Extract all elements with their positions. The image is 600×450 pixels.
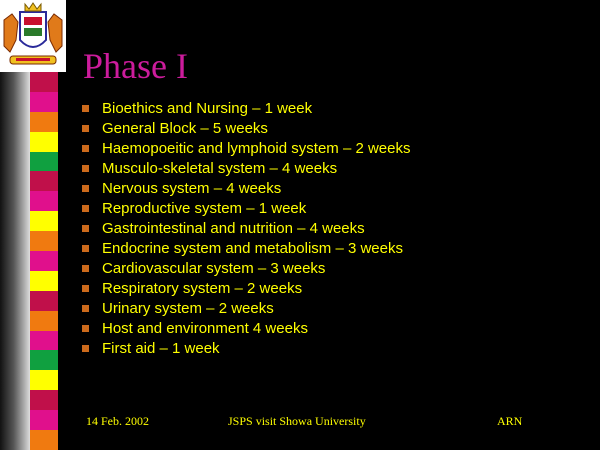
stripe-segment	[30, 350, 58, 370]
square-bullet-icon	[82, 325, 89, 332]
stripe-segment	[30, 72, 58, 92]
list-item	[80, 119, 410, 139]
square-bullet-icon	[82, 345, 89, 352]
list-item	[80, 279, 410, 299]
square-bullet-icon	[82, 105, 89, 112]
square-bullet-icon	[82, 305, 89, 312]
stripe-segment	[30, 410, 58, 430]
list-item	[80, 219, 410, 239]
list-item-text: Cardiovascular system – 3 weeks	[102, 260, 326, 277]
decorative-gradient-bar	[0, 72, 30, 450]
stripe-segment	[30, 152, 58, 172]
square-bullet-icon	[82, 125, 89, 132]
list-item	[80, 179, 410, 199]
list-item	[80, 339, 410, 359]
stripe-segment	[30, 211, 58, 231]
stripe-segment	[30, 390, 58, 410]
list-item	[80, 239, 410, 259]
list-item	[80, 259, 410, 279]
list-item-text: Host and environment 4 weeks	[102, 320, 308, 337]
footer-author: ARN	[497, 414, 523, 428]
stripe-segment	[30, 231, 58, 251]
square-bullet-icon	[82, 225, 89, 232]
stripe-segment	[30, 370, 58, 390]
square-bullet-icon	[82, 145, 89, 152]
list-item-text: Gastrointestinal and nutrition – 4 weeks	[102, 220, 365, 237]
stripe-segment	[30, 251, 58, 271]
list-item-text: Respiratory system – 2 weeks	[102, 280, 303, 297]
stripe-segment	[30, 171, 58, 191]
stripe-segment	[30, 132, 58, 152]
list-item-text: Musculo-skeletal system – 4 weeks	[102, 160, 338, 177]
list-item-text: Endocrine system and metabolism – 3 weeks	[102, 240, 403, 257]
footer-title: JSPS visit Showa University	[228, 414, 366, 428]
square-bullet-icon	[82, 285, 89, 292]
stripe-segment	[30, 271, 58, 291]
square-bullet-icon	[82, 205, 89, 212]
square-bullet-icon	[82, 165, 89, 172]
list-item-text: Reproductive system – 1 week	[102, 200, 307, 217]
decorative-color-stripe	[30, 72, 58, 450]
stripe-segment	[30, 331, 58, 351]
list-item	[80, 299, 410, 319]
stripe-segment	[30, 430, 58, 450]
list-item	[80, 99, 410, 119]
stripe-segment	[30, 311, 58, 331]
list-item-text: Nervous system – 4 weeks	[102, 180, 282, 197]
list-item-text: General Block – 5 weeks	[102, 120, 268, 137]
list-item-text: Urinary system – 2 weeks	[102, 300, 274, 317]
list-item-text: First aid – 1 week	[102, 340, 220, 357]
university-crest-icon	[0, 0, 66, 72]
footer-date: 14 Feb. 2002	[86, 414, 149, 428]
list-item	[80, 199, 410, 219]
list-item	[80, 159, 410, 179]
square-bullet-icon	[82, 185, 89, 192]
list-item-text: Bioethics and Nursing – 1 week	[102, 100, 313, 117]
stripe-segment	[30, 92, 58, 112]
square-bullet-icon	[82, 265, 89, 272]
list-item	[80, 319, 410, 339]
list-item-text: Haemopoeitic and lymphoid system – 2 weeks	[102, 140, 411, 157]
square-bullet-icon	[82, 245, 89, 252]
stripe-segment	[30, 191, 58, 211]
stripe-segment	[30, 291, 58, 311]
stripe-segment	[30, 112, 58, 132]
list-item	[80, 139, 410, 159]
slide-title: Phase I	[83, 46, 188, 86]
bullet-list	[80, 99, 410, 359]
